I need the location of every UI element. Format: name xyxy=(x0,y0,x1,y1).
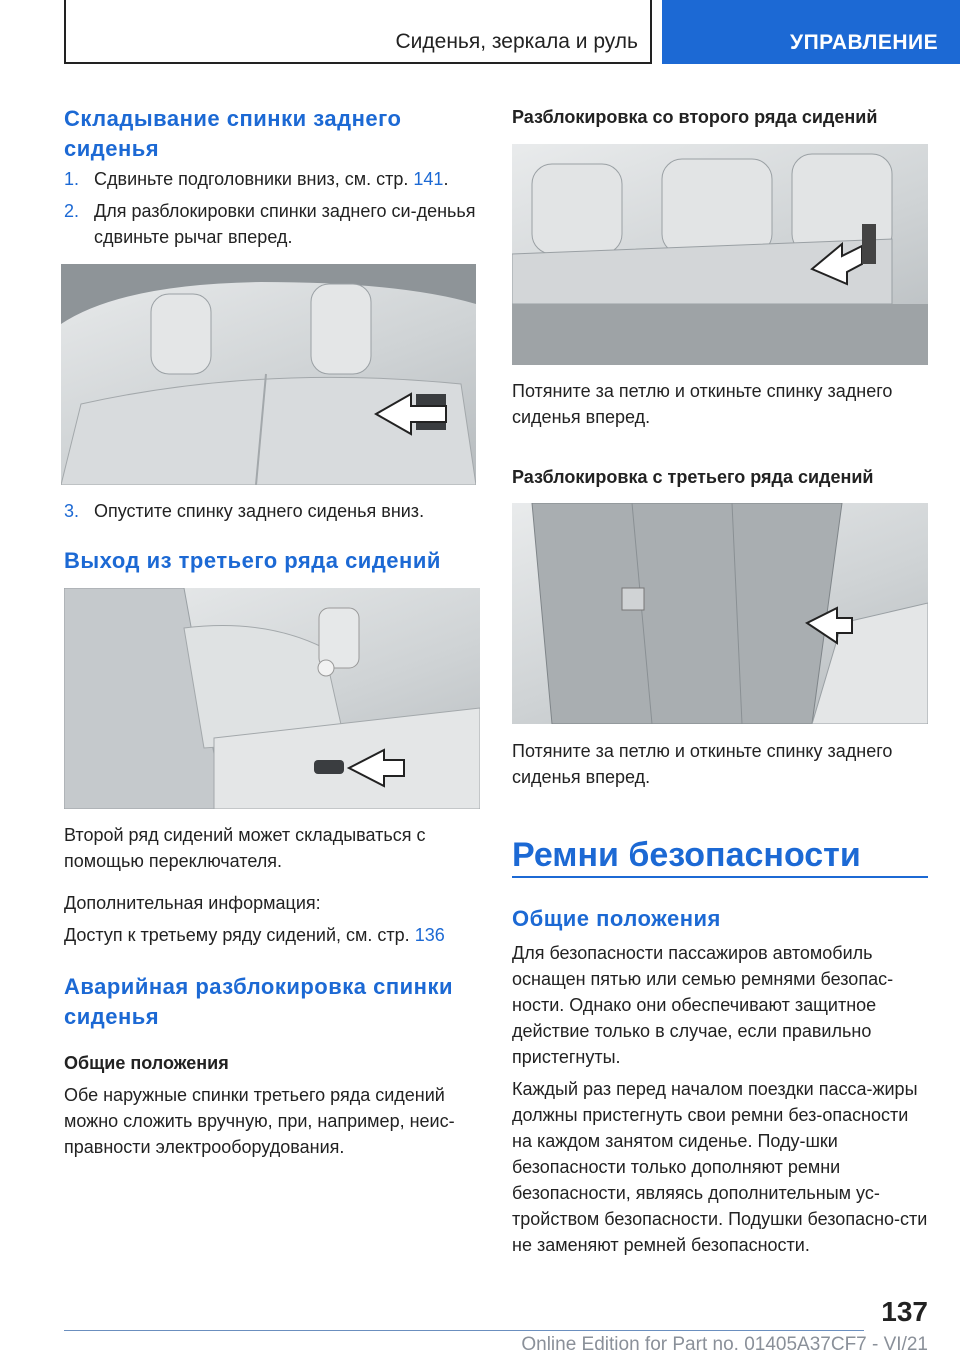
list-item-step-2 xyxy=(64,198,482,250)
heading-fold-backrest: Складывание спинки заднего сиденья xyxy=(64,106,402,161)
step-number: 2. xyxy=(64,201,80,221)
heading-general-left: Общие положения xyxy=(64,1053,229,1073)
footer-edition: Online Edition for Part no. 01405A37CF7 - VI/21 xyxy=(521,1334,928,1355)
heading-exit-third-row: Выход из третьего ряда сидений xyxy=(64,548,441,573)
header-section-box xyxy=(64,0,652,64)
footer-rule xyxy=(64,1330,864,1331)
exit-paragraph-3: Доступ к третьему ряду сидений, см. стр. 136 xyxy=(64,925,445,945)
step-text: Опустите спинку заднего сиденья вниз. xyxy=(94,501,425,521)
header-chapter-label: УПРАВЛЕНИЕ xyxy=(790,31,939,54)
belts-paragraph-2: Каждый раз перед началом поездки пасса-жиры должны пристегнуть свои ремни без-опасности на каждом занятом сиденье. Поду-шки безопасности только дополняют ремни безопасности, являясь дополнительным ус-тройством безопасности. Подушки безопасно-сти не заменяют ремней безопасности. xyxy=(512,1079,928,1255)
page-number: 137 xyxy=(881,1296,928,1327)
third-row-paragraph: Потяните за петлю и откиньте спинку заднего сиденья вперед. xyxy=(512,741,893,787)
step-text: Для разблокировки спинки заднего си-деньья сдвиньте рычаг вперед. xyxy=(94,201,476,247)
header-chapter-tab[interactable] xyxy=(662,0,960,64)
heading-release-second-row: Разблокировка со второго ряда сидений xyxy=(512,107,878,127)
list-item-step-3 xyxy=(64,498,482,524)
heading-general-right: Общие положения xyxy=(512,906,721,931)
figure-release-third-row xyxy=(512,503,928,724)
header-section-title: Сиденья, зеркала и руль xyxy=(395,30,638,53)
page-link-136[interactable]: 136 xyxy=(414,925,445,945)
page-link-141[interactable]: 141 xyxy=(413,169,444,189)
step-number: 1. xyxy=(64,169,80,189)
general-paragraph-left: Обе наружные спинки третьего ряда сидений можно сложить вручную, при, например, неис-правности электрооборудования. xyxy=(64,1085,455,1157)
figure-third-row-switch xyxy=(64,588,480,809)
section-title-seat-belts: Ремни безопасности xyxy=(512,836,861,874)
figure-rear-seat-lever xyxy=(61,264,476,485)
list-item-step-1: 1. Сдвиньте подголовники вниз, см. стр. 141. xyxy=(64,166,482,192)
step-number: 3. xyxy=(64,501,80,521)
step-text: Сдвиньте подголовники вниз, см. стр. xyxy=(94,169,409,189)
figure-release-second-row xyxy=(512,144,928,365)
second-row-paragraph: Потяните за петлю и откиньте спинку заднего сиденья вперед. xyxy=(512,381,893,427)
belts-paragraph-1: Для безопасности пассажиров автомобиль оснащен пятью или семью ремнями безопас-ности. Однако они обеспечивают защитное действие только в случае, если правильно пристегнуты. xyxy=(512,943,894,1067)
exit-paragraph-1: Второй ряд сидений может складываться с помощью переключателя. xyxy=(64,825,426,871)
exit-paragraph-2: Дополнительная информация: xyxy=(64,893,321,913)
section-title-rule xyxy=(512,876,928,878)
heading-release-third-row: Разблокировка с третьего ряда сидений xyxy=(512,467,874,487)
heading-emergency-release: Аварийная разблокировка спинки сиденья xyxy=(64,974,453,1029)
